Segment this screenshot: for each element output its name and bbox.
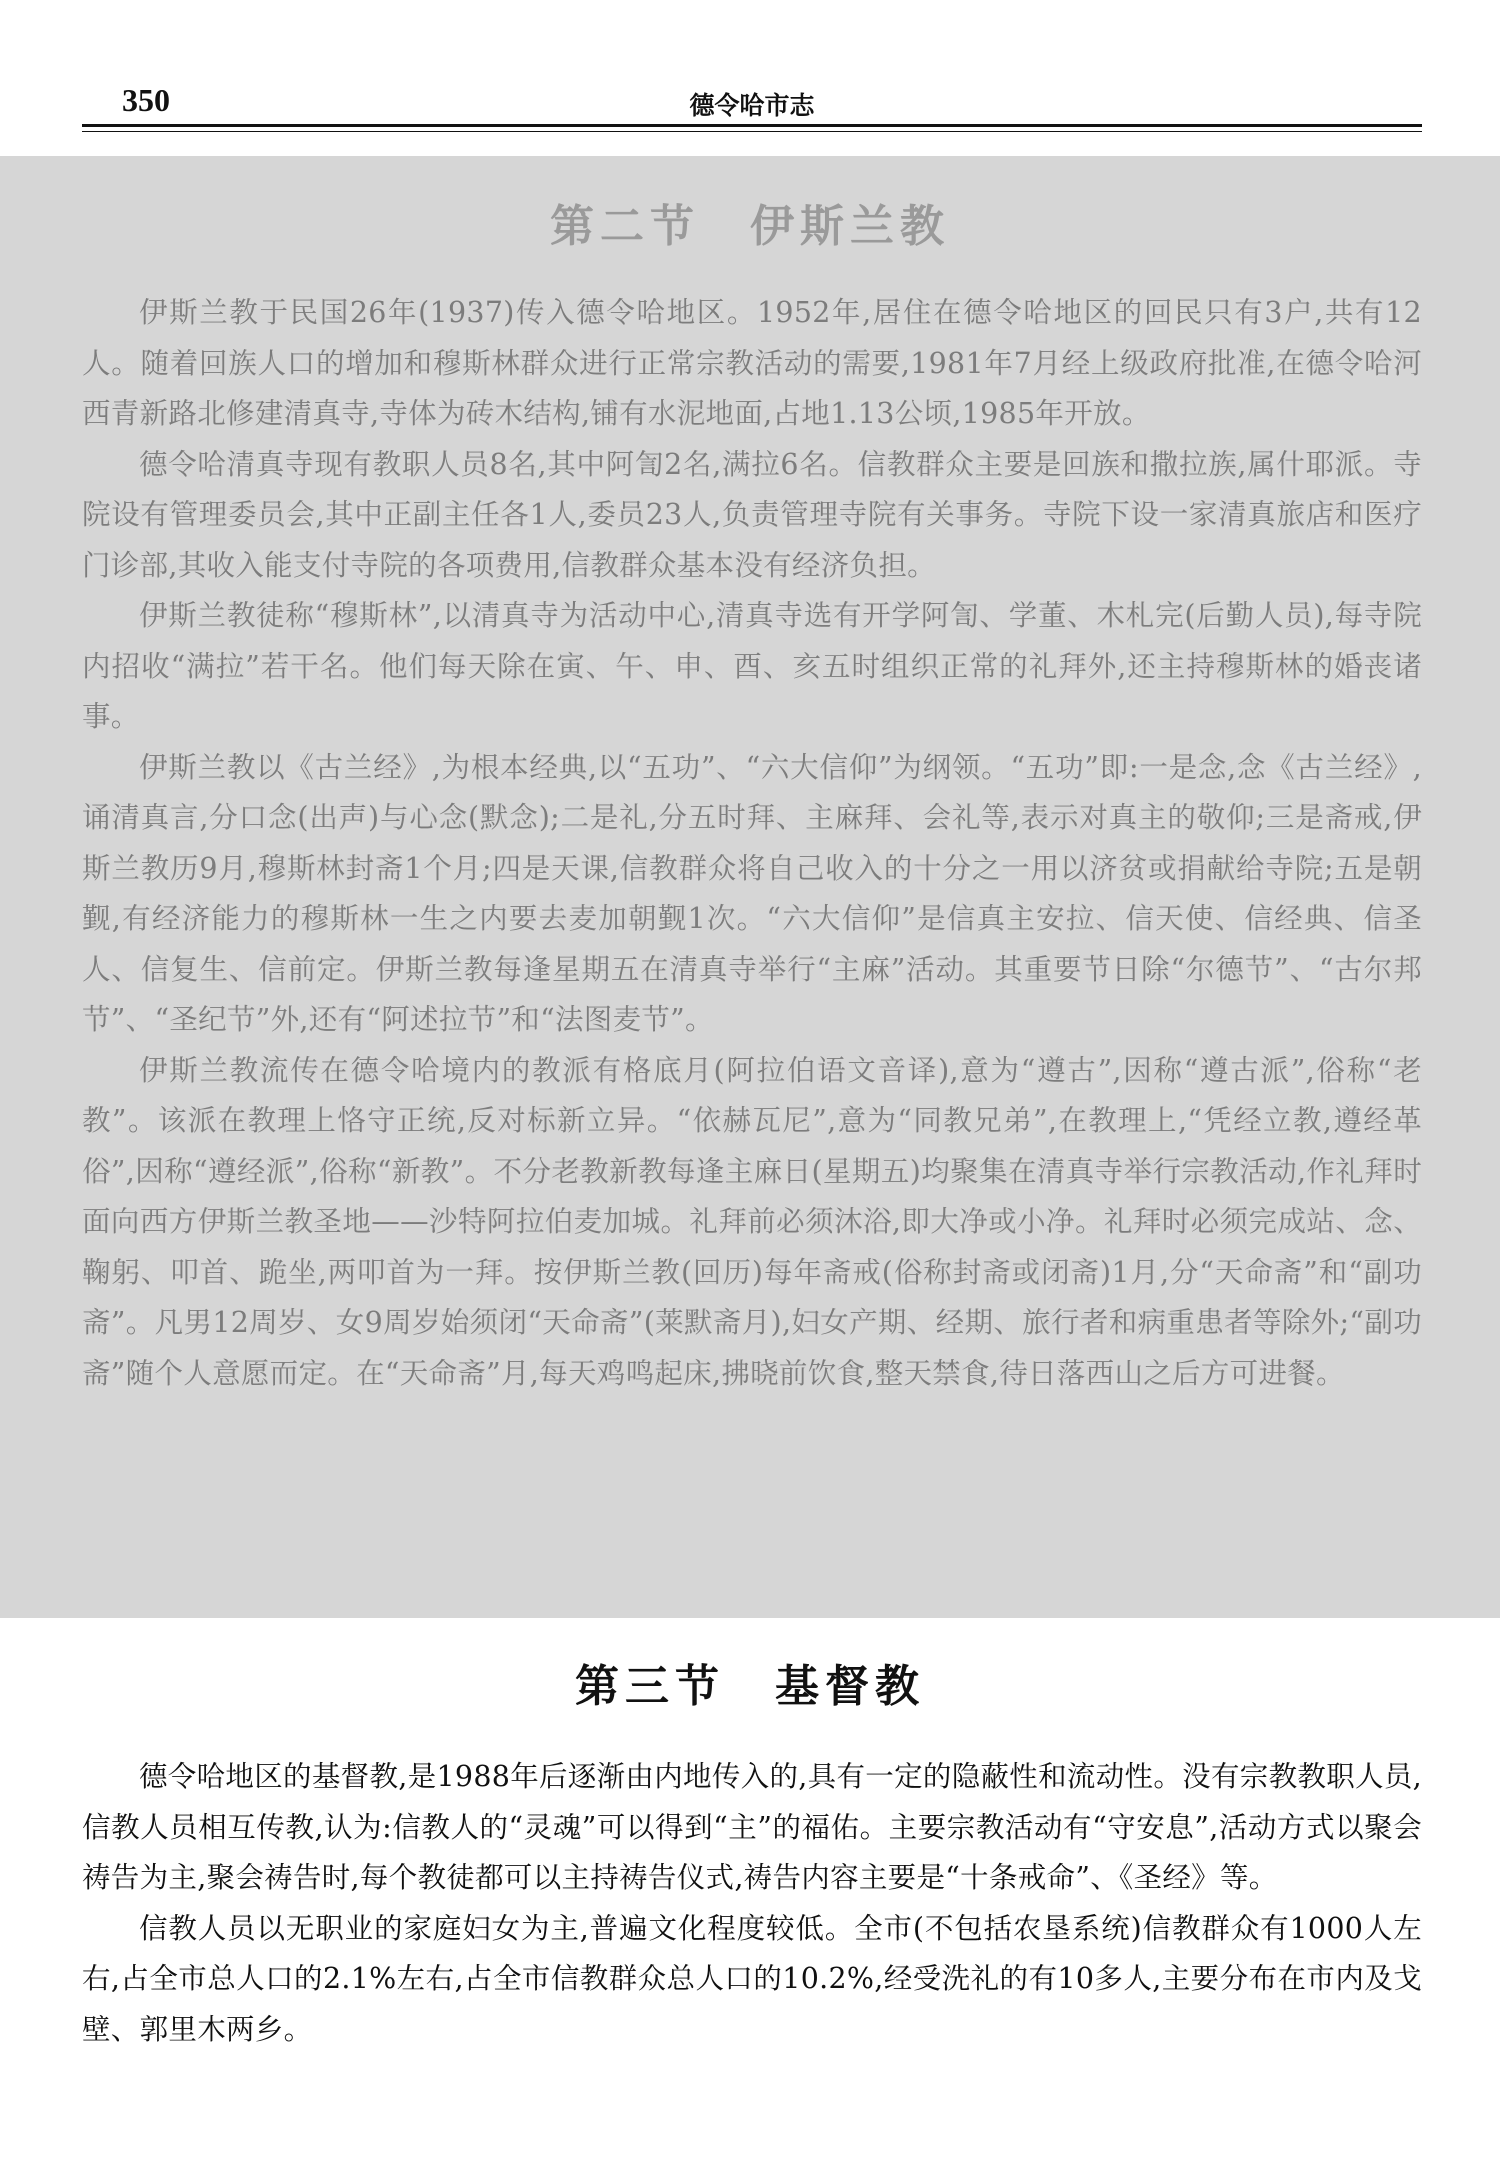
page-header	[82, 74, 1422, 124]
section-title-islam: 第二节 伊斯兰教	[550, 201, 950, 252]
running-title: 德令哈市志	[689, 91, 815, 120]
paragraph: 伊斯兰教以《古兰经》,为根本经典,以“五功”、“六大信仰”为纲领。“五功”即:一是念,念《古兰经》,诵清真言,分口念(出声)与心念(默念);二是礼,分五时拜、主麻拜、会礼等,表示对真主的敬仰;三是斋戒,伊斯兰教历9月,穆斯林封斋1个月;四是天课,信教群众将自己收入的十分之一用以济贫或捐献给寺院;五是朝觐,有经济能力的穆斯林一生之内要去麦加朝觐1次。“六大信仰”是信真主安拉、信天使、信经典、信圣人、信复生、信前定。伊斯兰教每逢星期五在清真寺举行“主麻”活动。其重要节日除“尔德节”、“古尔邦节”、“圣纪节”外,还有“阿述拉节”和“法图麦节”。	[82, 750, 1422, 1036]
paragraph: 德令哈地区的基督教,是1988年后逐渐由内地传入的,具有一定的隐蔽性和流动性。没有宗教教职人员,信教人员相互传教,认为:信教人的“灵魂”可以得到“主”的福佑。主要宗教活动有“守安息”,活动方式以聚会祷告为主,聚会祷告时,每个教徒都可以主持祷告仪式,祷告内容主要是“十条戒命”、《圣经》等。	[82, 1760, 1422, 1894]
paragraph: 德令哈清真寺现有教职人员8名,其中阿訇2名,满拉6名。信教群众主要是回族和撒拉族,属什耶派。寺院设有管理委员会,其中正副主任各1人,委员23人,负责管理寺院有关事务。寺院下设一家清真旅店和医疗门诊部,其收入能支付寺院的各项费用,信教群众基本没有经济负担。	[82, 447, 1422, 582]
paragraph: 信教人员以无职业的家庭妇女为主,普遍文化程度较低。全市(不包括农垦系统)信教群众有1000人左右,占全市总人口的2.1%左右,占全市信教群众总人口的10.2%,经受洗礼的有10多人,主要分布在市内及戈壁、郭里木两乡。	[82, 1911, 1422, 2046]
section-body-islam	[82, 288, 1422, 1399]
header-rule-thin	[82, 131, 1422, 132]
header-rule-thick	[82, 124, 1422, 127]
paragraph: 伊斯兰教于民国26年(1937)传入德令哈地区。1952年,居住在德令哈地区的回民只有3户,共有12人。随着回族人口的增加和穆斯林群众进行正常宗教活动的需要,1981年7月经上级政府批准,在德令哈河西青新路北修建清真寺,寺体为砖木结构,铺有水泥地面,占地1.13公顷,1985年开放。	[82, 296, 1422, 430]
paragraph: 伊斯兰教徒称“穆斯林”,以清真寺为活动中心,清真寺选有开学阿訇、学董、木札完(后勤人员),每寺院内招收“满拉”若干名。他们每天除在寅、午、申、酉、亥五时组织正常的礼拜外,还主持穆斯林的婚丧诸事。	[82, 599, 1422, 733]
page-number: 350	[122, 82, 170, 118]
section-title-christianity: 第三节 基督教	[575, 1661, 925, 1712]
section-body-christianity	[82, 1752, 1422, 2055]
paragraph: 伊斯兰教流传在德令哈境内的教派有格底月(阿拉伯语文音译),意为“遵古”,因称“遵古派”,俗称“老教”。该派在教理上恪守正统,反对标新立异。“依赫瓦尼”,意为“同教兄弟”,在教理上,“凭经立教,遵经革俗”,因称“遵经派”,俗称“新教”。不分老教新教每逢主麻日(星期五)均聚集在清真寺举行宗教活动,作礼拜时面向西方伊斯兰教圣地——沙特阿拉伯麦加城。礼拜前必须沐浴,即大净或小净。礼拜时必须完成站、念、鞠躬、叩首、跪坐,两叩首为一拜。按伊斯兰教(回历)每年斋戒(俗称封斋或闭斋)1月,分“天命斋”和“副功斋”。凡男12周岁、女9周岁始须闭“天命斋”(莱默斋月),妇女产期、经期、旅行者和病重患者等除外;“副功斋”随个人意愿而定。在“天命斋”月,每天鸡鸣起床,拂晓前饮食,整天禁食,待日落西山之后方可进餐。	[82, 1053, 1422, 1390]
